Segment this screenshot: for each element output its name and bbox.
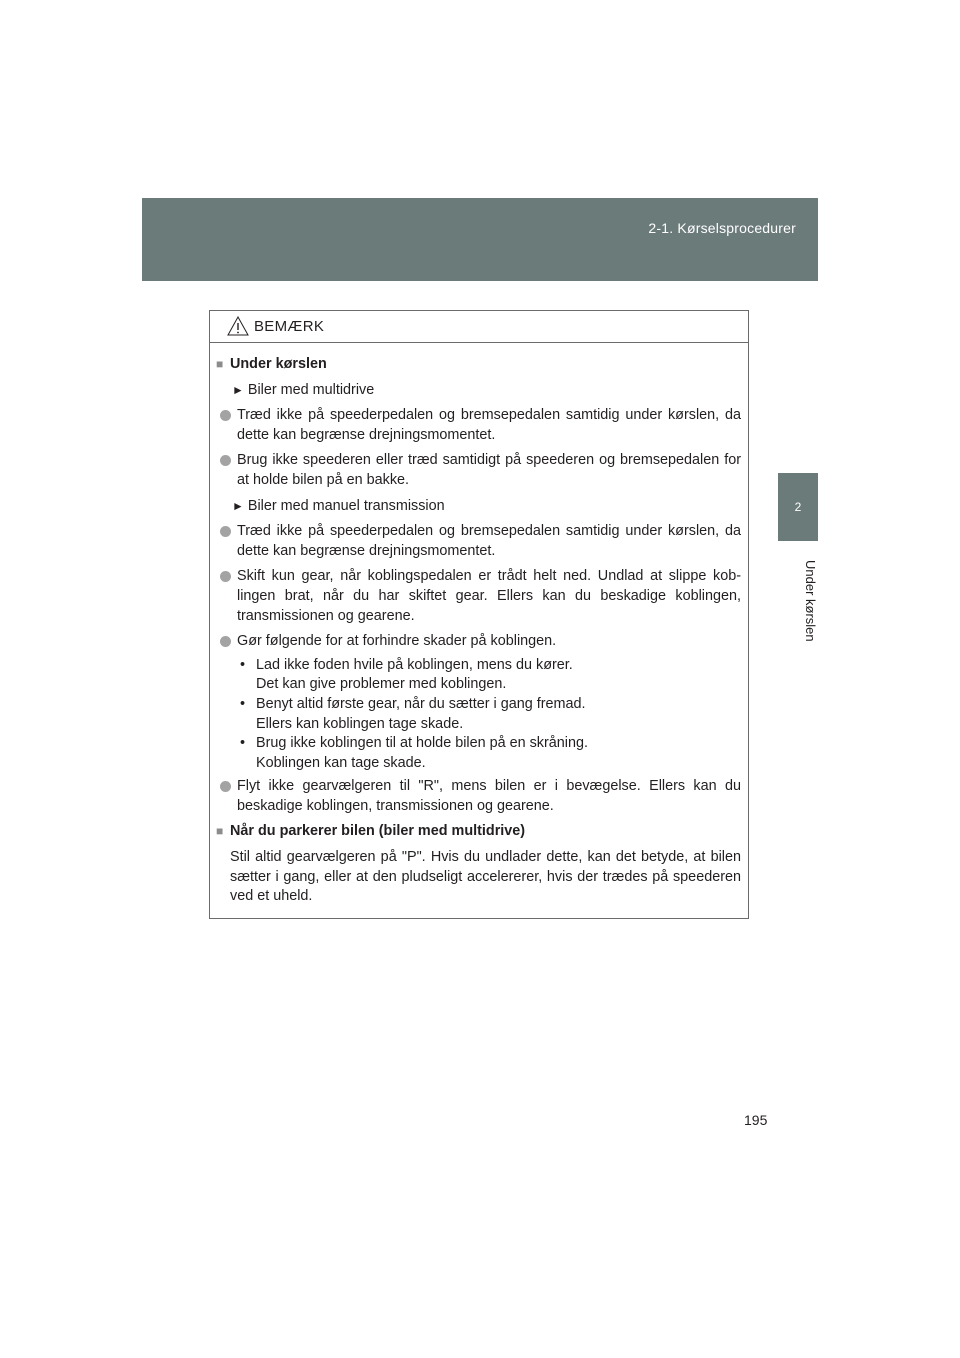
bullet-text: Flyt ikke gearvælgeren til "R", mens bilen er i bevægelse. Ellers kan du beskadige koblingen, transmissionen og gearene.	[237, 778, 741, 814]
bullet-text: Træd ikke på speederpedalen og bremsepedalen samtidig under kørslen, da dette kan begrænse drejningsmomentet.	[237, 523, 741, 559]
section-heading	[216, 822, 741, 842]
bullet-dot-icon	[220, 455, 231, 466]
list-item	[216, 567, 741, 626]
heading-text: Under kørslen	[230, 356, 327, 372]
notice-body	[210, 343, 748, 907]
sub-list-item	[240, 695, 741, 734]
variant-text: Biler med manuel transmission	[247, 497, 445, 514]
notice-box	[209, 310, 749, 919]
bullet-dot-icon	[220, 636, 231, 647]
small-bullet-icon: •	[240, 695, 246, 712]
variant-label	[216, 381, 741, 401]
sub-item-line: Koblingen kan tage skade.	[256, 754, 426, 771]
list-item	[216, 632, 741, 652]
sub-list-item	[240, 734, 741, 773]
section-heading	[216, 355, 741, 375]
square-bullet-icon: ■	[216, 357, 224, 371]
sub-item-line: Ellers kan koblingen tage skade.	[256, 715, 464, 732]
notice-title: BEMÆRK	[254, 318, 325, 335]
chapter-number: 2	[794, 500, 802, 514]
variant-label	[216, 497, 741, 517]
sub-item-line: Benyt altid første gear, når du sætter i gang fremad.	[256, 695, 586, 712]
sub-item-line: Det kan give problemer med koblingen.	[256, 676, 507, 693]
bullet-dot-icon	[220, 526, 231, 537]
small-bullet-icon: •	[240, 656, 246, 673]
bullet-text: Skift kun gear, når koblingspedalen er trådt helt ned. Undlad at slippe kob-lingen brat, når du har skiftet gear. Ellers kan du beskadige koblingen, transmissionen og gearene.	[237, 568, 741, 624]
bullet-text: Brug ikke speederen eller træd samtidigt på speederen og bremsepedalen for at holde bilen på en bakke.	[237, 452, 741, 488]
header-band	[142, 198, 818, 281]
list-item	[216, 406, 741, 445]
warning-triangle-icon	[227, 316, 249, 336]
page-number: 195	[744, 1112, 768, 1128]
notice-header	[210, 311, 748, 343]
sub-item-line: Brug ikke koblingen til at holde bilen på en skråning.	[256, 735, 588, 752]
small-bullet-icon: •	[240, 735, 246, 752]
bullet-dot-icon	[220, 781, 231, 792]
sub-list-item	[240, 656, 741, 695]
heading-text: Når du parkerer bilen (biler med multidrive)	[230, 823, 526, 840]
triangle-marker-icon: ►	[232, 498, 244, 513]
chapter-label: Under kørslen	[803, 560, 818, 642]
section-title: 2-1. Kørselsprocedurer	[648, 220, 796, 236]
list-item	[216, 777, 741, 816]
square-bullet-icon: ■	[216, 824, 224, 839]
list-item	[216, 451, 741, 490]
bullet-dot-icon	[220, 571, 231, 582]
sub-item-line: Lad ikke foden hvile på koblingen, mens du kører.	[256, 656, 573, 673]
triangle-marker-icon: ►	[232, 382, 244, 397]
bullet-dot-icon	[220, 410, 231, 421]
section-paragraph: Stil altid gearvælgeren på "P". Hvis du undlader dette, kan det betyde, at bilen sætter i gang, eller at den pludseligt accelererer, hvis der trædes på speederen ved et uheld.	[230, 849, 741, 905]
list-item	[216, 522, 741, 561]
bullet-text: Gør følgende for at forhindre skader på koblingen.	[237, 633, 557, 650]
bullet-text: Træd ikke på speederpedalen og bremsepedalen samtidig under kørslen, da dette kan begrænse drejningsmomentet.	[237, 407, 741, 443]
sub-list	[216, 656, 741, 774]
variant-text: Biler med multidrive	[247, 381, 375, 398]
chapter-tab	[778, 473, 818, 541]
